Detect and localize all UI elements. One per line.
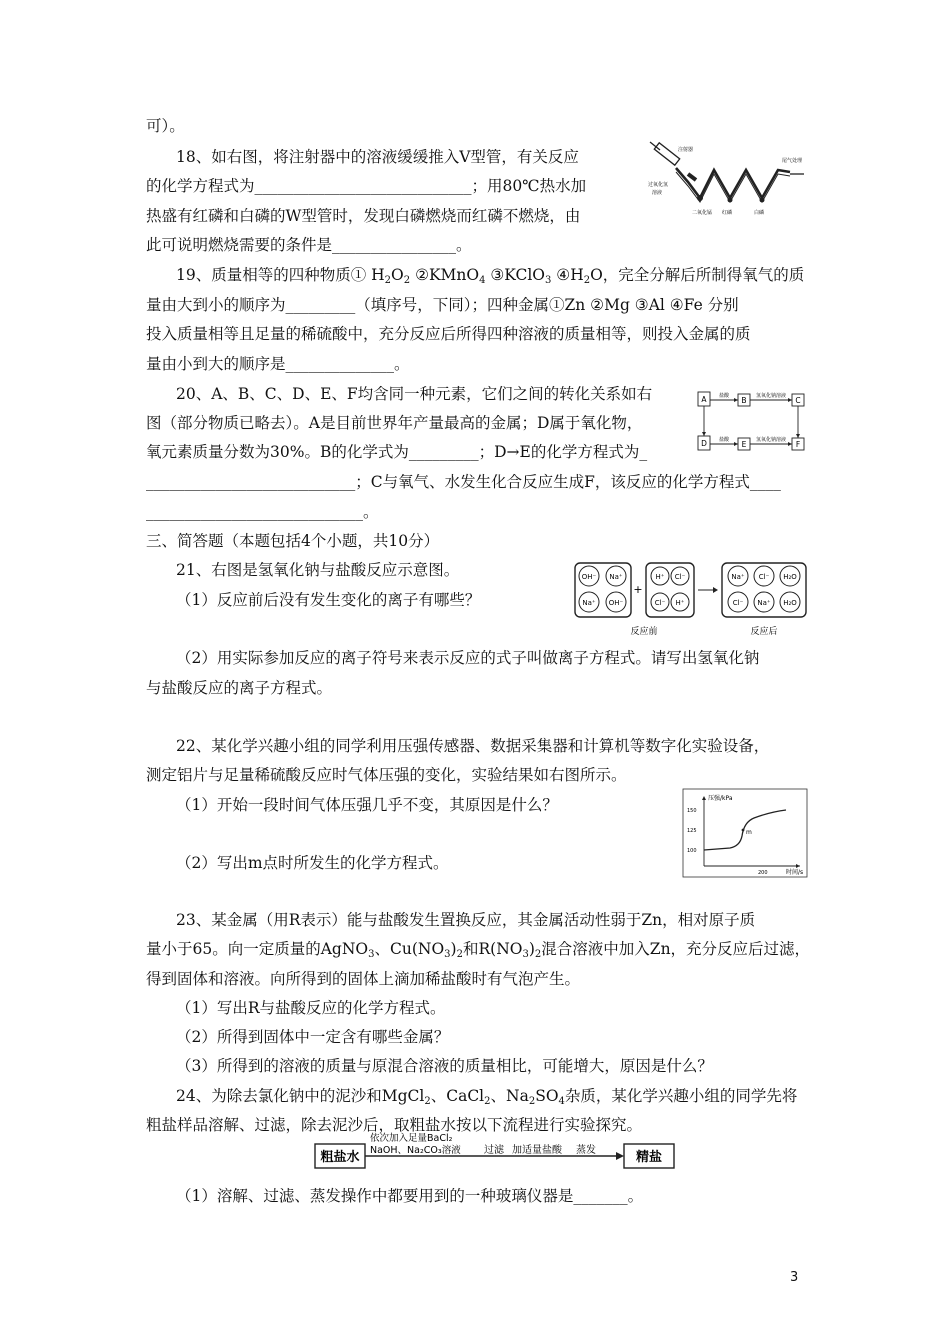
text-line: （2）所得到固体中一定含有哪些金属？ bbox=[176, 1028, 450, 1046]
y-tick: 125 bbox=[687, 828, 697, 834]
x-tick: 200 bbox=[758, 870, 768, 876]
label-mno2: 二氧化锰 bbox=[692, 210, 713, 216]
y-tick: 150 bbox=[687, 808, 697, 814]
label-reagent1: 依次加入足量BaCl₂ bbox=[370, 1133, 453, 1144]
question-24: 24、为除去氯化钠中的泥沙和MgCl$_2$、CaCl$_2$、$Na_2SO_4$杂质，某化学兴趣小组的同学先将 bbox=[176, 1087, 798, 1107]
figure-21-reaction-diagram bbox=[572, 560, 812, 638]
text-line: （1）反应前后没有发生变化的离子有哪些？ bbox=[176, 591, 481, 609]
ion-na: Na⁺ bbox=[757, 599, 771, 607]
label-ef: 氢氧化钠溶液 bbox=[755, 437, 787, 443]
label-bc: 氢氧化钠溶液 bbox=[755, 393, 787, 399]
ion-na: Na⁺ bbox=[731, 573, 745, 581]
node-f: F bbox=[795, 440, 801, 449]
figure-22-pressure-chart bbox=[682, 788, 808, 878]
text-line: 量由大到小的顺序为_________（填序号，下同）；四种金属①Zn ②Mg ③Al ④Fe 分别 bbox=[146, 296, 739, 314]
label-syringe: 注射器 bbox=[678, 147, 694, 153]
text-line: 与盐酸反应的离子方程式。 bbox=[146, 679, 333, 697]
mno2-dot bbox=[697, 195, 703, 201]
page-number: 3 bbox=[790, 1270, 799, 1285]
pressure-curve bbox=[704, 810, 786, 850]
label-start: 粗盐水 bbox=[320, 1150, 360, 1165]
text-line: 粗盐样品溶解、过滤，除去泥沙后，取粗盐水按以下流程进行实验探究。 bbox=[146, 1116, 643, 1134]
label-filter: 过滤 bbox=[484, 1145, 504, 1156]
text-line: 量由小到大的顺序是______________。 bbox=[146, 355, 410, 373]
box-after bbox=[722, 563, 806, 617]
label-ab: 盐酸 bbox=[718, 393, 730, 399]
text-line: 热盛有红磷和白磷的W型管时，发现白磷燃烧而红磷不燃烧，由 bbox=[146, 207, 581, 225]
white-phosphorus-dot bbox=[760, 198, 765, 203]
text-line: 可）。 bbox=[146, 117, 185, 135]
ion-na: Na⁺ bbox=[582, 599, 596, 607]
ion-cl: Cl⁻ bbox=[674, 573, 686, 581]
label-reagent2: NaOH、Na₂CO₃溶液 bbox=[370, 1145, 461, 1156]
label-red-p: 红磷 bbox=[722, 210, 733, 216]
text-line: 得到固体和溶液。向所得到的固体上滴加稀盐酸时有气泡产生。 bbox=[146, 970, 581, 988]
text-line: （1）写出R与盐酸反应的化学方程式。 bbox=[176, 999, 446, 1017]
text-line: 量小于65。向一定质量的AgNO$_3$、$Cu(NO_3)_2$和$R(NO_3)_2$混合溶液中加入Zn，充分反应后过滤， bbox=[146, 940, 811, 960]
red-phosphorus-dot bbox=[728, 198, 733, 203]
text-line: 氧元素质量分数为30%。B的化学式为_________；D→E的化学方程式为_ bbox=[146, 443, 648, 461]
question-20: 20、A、B、C、D、E、F均含同一种元素，它们之间的转化关系如右 bbox=[176, 385, 653, 403]
label-acid: 加适量盐酸 bbox=[512, 1145, 562, 1156]
node-e: E bbox=[741, 440, 747, 449]
chart-frame bbox=[683, 789, 807, 877]
text-line: （1）开始一段时间气体压强几乎不变，其原因是什么？ bbox=[176, 796, 558, 814]
box-hcl bbox=[646, 563, 694, 617]
section-heading: 三、简答题（本题包括4个小题，共10分） bbox=[146, 532, 440, 550]
figure-18-apparatus bbox=[648, 140, 808, 220]
label-tail-gas: 尾气处理 bbox=[782, 158, 803, 164]
node-b: B bbox=[741, 396, 747, 405]
syringe-barrel bbox=[654, 143, 679, 165]
text-line: 的化学方程式为____________________________；用80℃热水加 bbox=[146, 177, 587, 195]
text-line: ___________________________；C与氧气、水发生化合反应生成F，该反应的化学方程式____ bbox=[146, 473, 781, 491]
label-evaporate: 蒸发 bbox=[576, 1145, 596, 1156]
text-line: ____________________________。 bbox=[146, 503, 379, 521]
molecule-h2o: H₂O bbox=[783, 599, 797, 607]
text-line: （1）溶解、过滤、蒸发操作中都要用到的一种玻璃仪器是_______。 bbox=[176, 1187, 644, 1205]
label-end: 精盐 bbox=[635, 1150, 663, 1165]
text-line: （2）用实际参加反应的离子符号来表示反应的式子叫做离子方程式。请写出氢氧化钠 bbox=[176, 649, 760, 667]
label-m: m bbox=[746, 829, 752, 836]
point-m bbox=[742, 829, 745, 832]
question-21: 21、右图是氢氧化钠与盐酸反应示意图。 bbox=[176, 561, 460, 579]
text-line: 投入质量相等且足量的稀硫酸中，充分反应后所得四种溶液的质量相等，则投入金属的质 bbox=[146, 325, 751, 343]
ion-oh: OH⁻ bbox=[581, 573, 597, 581]
ion-cl: Cl⁻ bbox=[732, 599, 744, 607]
text-line: 图（部分物质已略去）。A是目前世界年产量最高的金属；D属于氧化物， bbox=[146, 414, 643, 432]
ion-cl: Cl⁻ bbox=[654, 599, 666, 607]
text-line: 此可说明燃烧需要的条件是________________。 bbox=[146, 236, 472, 254]
y-axis-label: 压强/kPa bbox=[708, 795, 733, 802]
x-axis-label: 时间/s bbox=[786, 869, 804, 876]
ion-h: H⁺ bbox=[675, 599, 685, 607]
figure-20-conversion-diagram bbox=[694, 388, 810, 458]
label-de: 盐酸 bbox=[718, 437, 730, 443]
question-18: 18、如右图，将注射器中的溶液缓缓推入V型管，有关反应 bbox=[176, 148, 579, 166]
label-white-p: 白磷 bbox=[754, 210, 765, 216]
y-tick: 100 bbox=[687, 848, 697, 854]
node-a: A bbox=[701, 395, 707, 404]
question-23: 23、某金属（用R表示）能与盐酸发生置换反应，其金属活动性弱于Zn，相对原子质 bbox=[176, 911, 756, 929]
figure-24-flowchart bbox=[312, 1128, 678, 1176]
clamp bbox=[688, 174, 696, 180]
ion-na: Na⁺ bbox=[609, 573, 623, 581]
label-before: 反应前 bbox=[630, 627, 658, 637]
ion-oh: OH⁻ bbox=[608, 599, 624, 607]
label-solution-2: 溶液 bbox=[652, 190, 663, 196]
plus-sign: + bbox=[633, 583, 643, 596]
text-line: 测定铝片与足量稀硫酸反应时气体压强的变化，实验结果如右图所示。 bbox=[146, 766, 627, 784]
text-line: （3）所得到的溶液的质量与原混合溶液的质量相比，可能增大，原因是什么？ bbox=[176, 1057, 713, 1075]
question-19: 19、质量相等的四种物质① $H_2O_2$ ②KMnO$_4$ ③KClO$_3$ $④H_2O$，完全分解后所制得氧气的质 bbox=[176, 266, 805, 286]
question-22: 22、某化学兴趣小组的同学利用压强传感器、数据采集器和计算机等数字化实验设备， bbox=[176, 737, 770, 755]
label-solution: 过氧化氢 bbox=[648, 182, 669, 188]
ion-cl: Cl⁻ bbox=[758, 573, 770, 581]
molecule-h2o: H₂O bbox=[783, 573, 797, 581]
text-line: （2）写出m点时所发生的化学方程式。 bbox=[176, 854, 449, 872]
node-c: C bbox=[795, 396, 801, 405]
label-after: 反应后 bbox=[750, 627, 778, 637]
node-d: D bbox=[701, 439, 707, 448]
ion-h: H⁺ bbox=[655, 573, 665, 581]
